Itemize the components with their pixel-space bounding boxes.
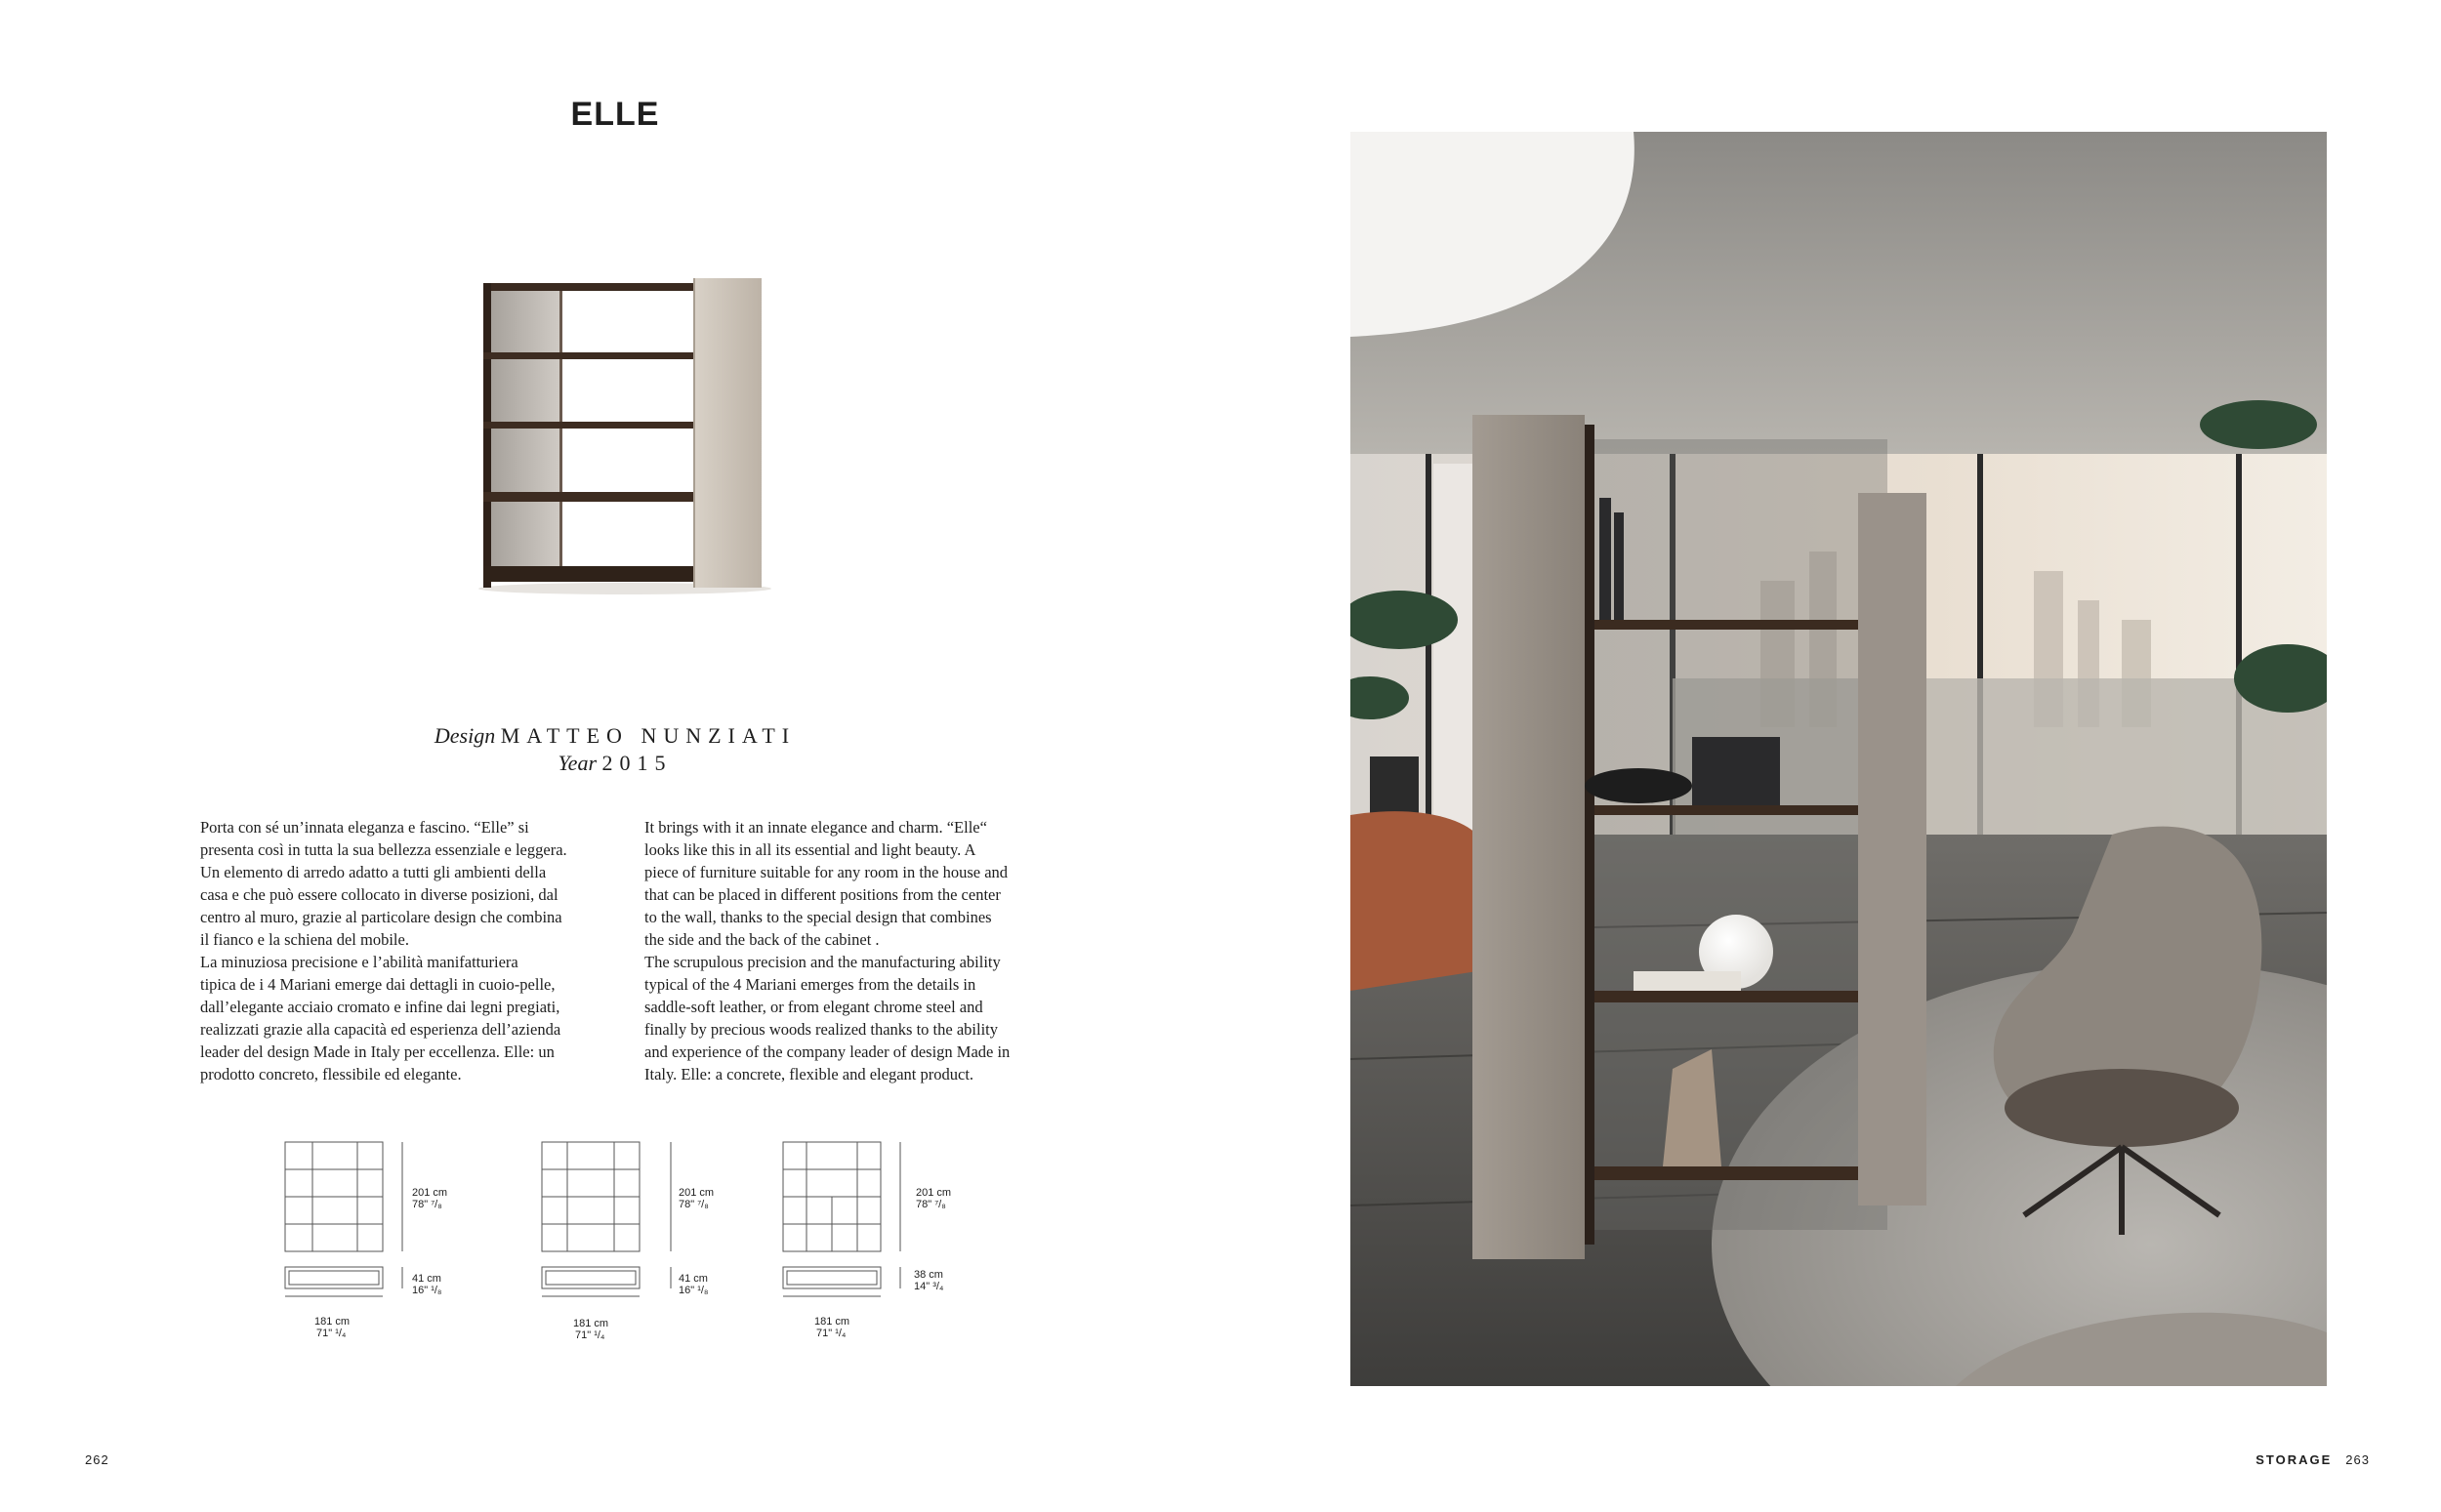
interior-photo	[1350, 132, 2327, 1386]
technical-drawing-2	[540, 1140, 716, 1345]
technical-drawing-3	[781, 1140, 957, 1345]
italian-text: Porta con sé un’innata eleganza e fascino. “Elle” si presenta così in tutta la sua bellezza essenziale e leggera. Un elemento di arredo adatto a tutti gli ambienti della casa e che può essere collocato in diverse posizioni, dal centro al muro, grazie al particolare design che combina il fianco e la schiena del mobile. La minuziosa precisione e l’abilità manifatturiera tipica de i 4 Mariani emerge dai dettagli in cuoio-pelle, dall’elegante acciaio cromato e infine dai legni pregiati, realizzati grazie alla capacità ed esperienza dell’azienda leader del design Made in Italy per eccellenza. Elle: un prodotto concreto, flessibile ed elegante.	[200, 818, 567, 1083]
width-cm: 181 cm	[573, 1318, 609, 1329]
width-in: 71" ¹/₄	[575, 1329, 605, 1341]
width-cm: 181 cm	[814, 1316, 850, 1328]
height-cm: 201 cm	[916, 1187, 952, 1199]
depth-in: 14" ³/₄	[914, 1281, 944, 1292]
english-text: It brings with it an innate elegance and charm. “Elle“ looks like this in all its essential and light beauty. A piece of furniture suitable for any room in the house and that can be placed in different positions from the center to the wall, thanks to the special design that combines the side and the back of the cabinet . The scrupulous precision and the manufacturing ability typical of the 4 Mariani emerges from the details in saddle-soft leather, or from elegant chrome steel and finally by precious woods realized thanks to the ability and experience of the company leader of design Made in Italy. Elle: a concrete, flexible and elegant product.	[644, 818, 1011, 1083]
depth-cm: 41 cm	[679, 1273, 708, 1285]
italian-description	[200, 816, 600, 1085]
english-description	[644, 816, 1045, 1085]
depth-in: 16" ¹/₈	[679, 1285, 709, 1296]
drawing-2-lines	[540, 1140, 716, 1345]
height-cm: 201 cm	[679, 1187, 715, 1199]
width-in: 71" ¹/₄	[816, 1328, 847, 1339]
width-in: 71" ¹/₄	[316, 1328, 347, 1339]
technical-drawing-1	[283, 1140, 459, 1345]
drawing-3-lines	[781, 1140, 957, 1345]
product-title: ELLE	[570, 96, 660, 133]
height-in: 78" ⁷/₈	[916, 1199, 946, 1210]
height-cm: 201 cm	[412, 1187, 448, 1199]
section-name: STORAGE	[2255, 1452, 2333, 1467]
width-cm: 181 cm	[314, 1316, 351, 1328]
folio-right	[2255, 1452, 2370, 1467]
height-in: 78" ⁷/₈	[679, 1199, 709, 1210]
depth-cm: 38 cm	[914, 1269, 943, 1281]
design-year: 2015	[601, 751, 673, 775]
year-label: Year	[558, 751, 598, 775]
depth-in: 16" ¹/₈	[412, 1285, 442, 1296]
design-credits	[342, 722, 889, 777]
depth-cm: 41 cm	[412, 1273, 441, 1285]
page-number-left: 262	[85, 1452, 109, 1467]
designer-name: MATTEO NUNZIATI	[500, 723, 797, 748]
product-image	[478, 278, 771, 595]
drawing-1-lines	[283, 1140, 459, 1345]
height-in: 78" ⁷/₈	[412, 1199, 442, 1210]
page-number-right: 263	[2345, 1452, 2370, 1467]
design-label: Design	[434, 723, 496, 748]
